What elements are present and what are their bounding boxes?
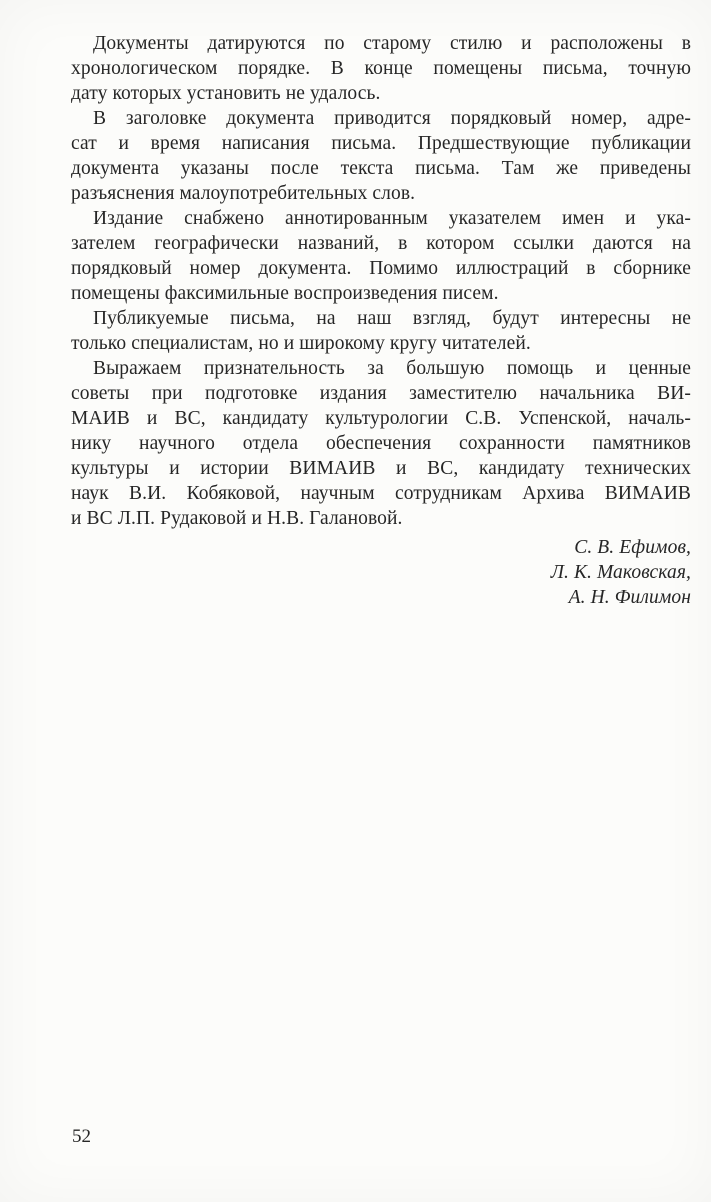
- text-line: и ВС Л.П. Рудаковой и Н.В. Галановой.: [71, 508, 403, 529]
- paragraph: [71, 306, 691, 356]
- paragraph: [71, 206, 691, 306]
- text-line: МАИВ и ВС, кандидату культурологии С.В. Успенской, началь-: [71, 408, 691, 429]
- text-line: Выражаем признательность за большую помощь и ценные: [93, 358, 691, 379]
- page-number: 52: [72, 1126, 91, 1147]
- text-line: Издание снабжено аннотированным указателем имен и ука-: [93, 208, 691, 229]
- text-line: документа указаны после текста письма. Там же приведены: [71, 158, 691, 179]
- text-line: порядковый номер документа. Помимо иллюстраций в сборнике: [71, 258, 691, 279]
- text-line: зателем географически названий, в котором ссылки даются на: [71, 233, 691, 254]
- text-line: хронологическом порядке. В конце помещены письма, точную: [71, 58, 691, 79]
- text-line: В заголовке документа приводится порядковый номер, адре-: [93, 108, 691, 129]
- text-line: дату которых установить не удалось.: [71, 83, 381, 104]
- text-line: помещены факсимильные воспроизведения писем.: [71, 283, 499, 304]
- signature-line: С. В. Ефимов,: [574, 537, 691, 558]
- signature-block: [71, 535, 691, 610]
- text-line: культуры и истории ВИМАИВ и ВС, кандидату технических: [71, 458, 691, 479]
- text-line: Документы датируются по старому стилю и расположены в: [93, 33, 691, 54]
- text-line: советы при подготовке издания заместителю начальника ВИ-: [71, 383, 691, 404]
- paragraph: [71, 31, 691, 106]
- text-line: наук В.И. Кобяковой, научным сотрудникам Архива ВИМАИВ: [71, 483, 691, 504]
- paragraph: [71, 356, 691, 531]
- text-line: разъяснения малоупотребительных слов.: [71, 183, 416, 204]
- signature-line: Л. К. Маковская,: [550, 562, 691, 583]
- text-line: только специалистам, но и широкому кругу читателей.: [71, 333, 531, 354]
- paragraph: [71, 106, 691, 206]
- text-line: сат и время написания письма. Предшествующие публикации: [71, 133, 691, 154]
- text-line: нику научного отдела обеспечения сохранности памятников: [71, 433, 691, 454]
- signature-line: А. Н. Филимон: [568, 587, 691, 608]
- page-text: [71, 31, 691, 610]
- text-line: Публикуемые письма, на наш взгляд, будут интересны не: [93, 308, 691, 329]
